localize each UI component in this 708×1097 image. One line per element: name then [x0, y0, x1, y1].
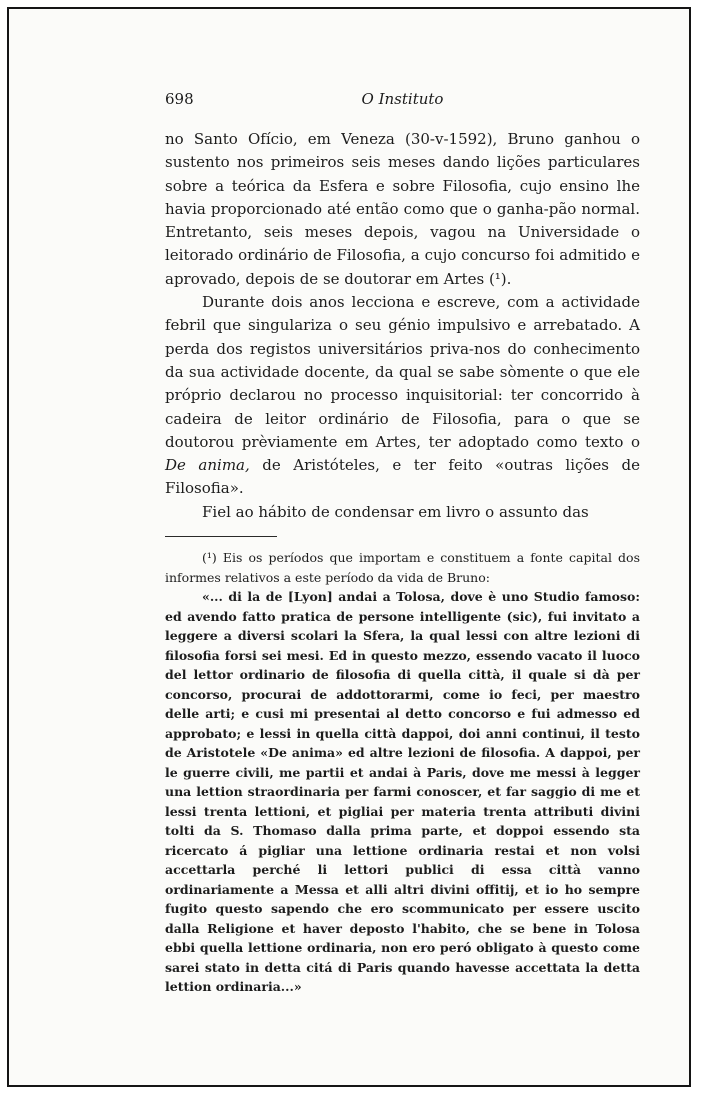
paragraph-2-end: de Aristóteles, e ter feito «outras lições de Filosofia».	[165, 456, 641, 498]
footnote-quote: «... di la de [Lyon] andai a Tolosa, dove è uno Studio famoso: ed avendo fatto pratica de persone intelligente (sic), fui invitato a leggere a diversi scolari la Sfera, la qual lessi con altre lezioni di filosofia forsi sei mesi. Ed in questo mezzo, essendo vacato il luoco del lettor ordinario de filosofia di quella città, il quale si dà per concorso, procurai de addottorarmi, come io feci, per maestro delle arti; e cusi mi presentai al detto concorso e fui admesso ed approbato; e lessi in quella città dappoi, doi anni continui, il testo de Aristotele «De anima» ed altre lezioni de filosofia. A dappoi, per le guerre civili, me partii et andai à Paris, dove me messi à legger una lettion straordinaria per farmi conoscer, et far saggio di me et lessi trenta lettioni, et pigliai per materia trenta attributi divini tolti da S. Thomaso dalla prima parte, et doppoi essendo sta ricercato á pigliar una lettione ordinaria restai et non volsi accettarla perché li lettori publici di essa città vanno ordinariamente a Messa et alli altri divini offitij, et io ho sempre fugito questo sapendo che ero scommunicato per essere uscito dalla Religione et haver deposto l'habito, che se bene in Tolosa ebbi quella lettione ordinaria, non ero peró obligato à questo come sarei stato in detta citá di Paris quando havesse accettata la detta lettion ordinaria...»	[165, 589, 640, 994]
paragraph-2-title: De anima,	[165, 456, 250, 475]
running-title: O Instituto	[361, 90, 444, 108]
paragraph-2	[165, 291, 640, 501]
footnote-divider	[165, 536, 277, 537]
paragraph-3: Fiel ao hábito de condensar em livro o assunto das	[202, 502, 589, 521]
footnote	[165, 548, 640, 997]
main-text	[165, 128, 640, 524]
page-number: 698	[165, 90, 194, 108]
paragraph-1: no Santo Ofício, em Veneza (30-v-1592), Bruno ganhou o sustento nos primeiros seis meses dando lições particulares sobre a teórica da Esfera e sobre Filosofia, cujo ensino lhe havia proporcionado até então como que o ganha-pão normal. Entretanto, seis meses depois, vagou na Universidade o leitorado ordinário de Filosofia, a cujo concurso foi admitido e aprovado, depois de se doutorar em Artes (¹).	[165, 130, 640, 288]
paragraph-2-start: Durante dois anos lecciona e escreve, com a actividade febril que singulariza o seu génio impulsivo e arrebatado. A perda dos registos universitários priva-nos do conhecimento da sua actividade docente, da qual se sabe sòmente o que ele próprio declarou no processo inquisitorial: ter concorrido à cadeira de leitor ordinário de Filosofia, para o que se doutorou prèviamente em Artes, ter adoptado como texto o	[165, 293, 640, 451]
running-header	[165, 90, 640, 112]
footnote-intro: (¹) Eis os períodos que importam e constituem a fonte capital dos informes relativos a este período da vida de Bruno:	[165, 550, 640, 585]
